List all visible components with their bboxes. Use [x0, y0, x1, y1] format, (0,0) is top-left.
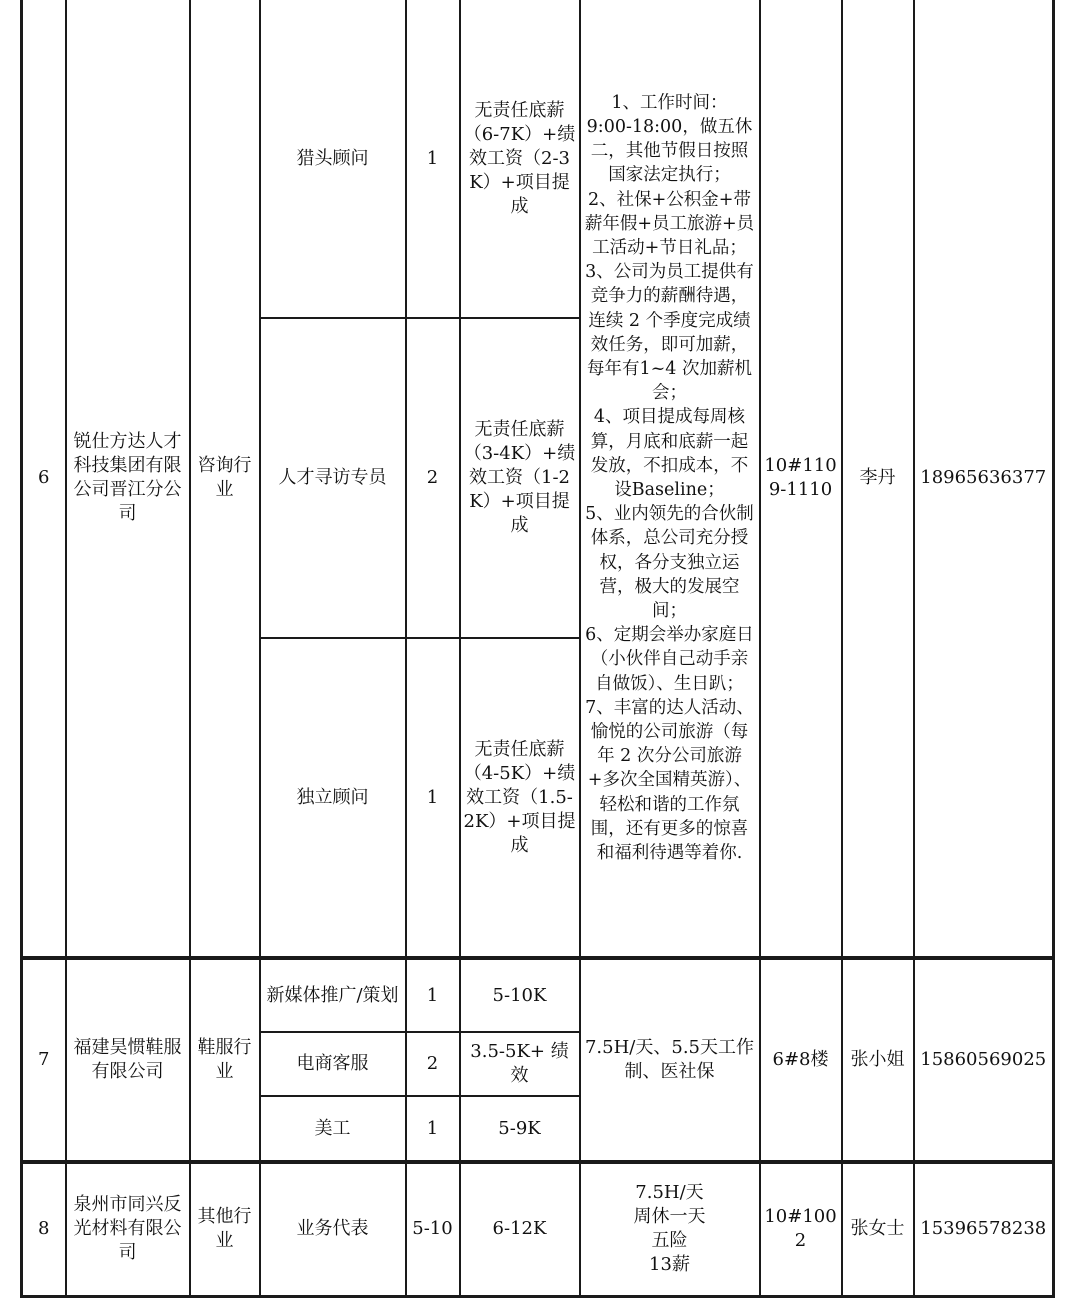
- job-listing-sheet: [20, 0, 1052, 1299]
- benefit-item: 4、项目提成每周核算，月底和底薪一起发放，不扣成本，不设Baseline；: [590, 407, 749, 500]
- position-count: 2: [406, 1032, 460, 1096]
- row-number: 7: [22, 958, 66, 1162]
- table-row: [22, 1162, 1054, 1296]
- row-number: 6: [22, 0, 66, 958]
- position-salary: 6-12K: [460, 1162, 580, 1296]
- location: 6#8楼: [760, 958, 842, 1162]
- position-salary: 3.5-5K+ 绩效: [460, 1032, 580, 1096]
- position-salary: 无责任底薪（3-4K）+绩效工资（1-2K）+项目提成: [460, 318, 580, 638]
- position-count: 1: [406, 1096, 460, 1162]
- position-title: 业务代表: [260, 1162, 406, 1296]
- location: 10#1109-1110: [760, 0, 842, 958]
- position-count: 1: [406, 0, 460, 318]
- contact-phone: 15396578238: [914, 1162, 1054, 1296]
- contact-person: 张小姐: [842, 958, 914, 1162]
- contact-phone: 18965636377: [914, 0, 1054, 958]
- industry: 其他行业: [190, 1162, 260, 1296]
- contact-person: 李丹: [842, 0, 914, 958]
- position-title: 新媒体推广/策划: [260, 958, 406, 1032]
- contact-phone: 15860569025: [914, 958, 1054, 1162]
- position-title: 电商客服: [260, 1032, 406, 1096]
- position-salary: 无责任底薪（4-5K）+绩效工资（1.5-2K）+项目提成: [460, 638, 580, 958]
- benefit-item: 3、公司为员工提供有竞争力的薪酬待遇，连续 2 个季度完成绩效任务，即可加薪，每年有1~4 次加薪机会；: [585, 262, 754, 404]
- table-row: [22, 0, 1054, 318]
- position-salary: 5-10K: [460, 958, 580, 1032]
- company-name: 泉州市同兴反光材料有限公司: [66, 1162, 190, 1296]
- contact-person: 张女士: [842, 1162, 914, 1296]
- position-title: 独立顾问: [260, 638, 406, 958]
- benefit-item: 1、工作时间：: [611, 92, 728, 113]
- benefit-item: 13薪: [649, 1254, 690, 1276]
- industry: 鞋服行业: [190, 958, 260, 1162]
- benefits-list: [580, 1162, 760, 1296]
- job-listing-table: [20, 0, 1055, 1298]
- position-title: 人才寻访专员: [260, 318, 406, 638]
- benefit-item: 5、业内领先的合伙制体系，总公司充分授权，各分支独立运营，极大的发展空间；: [585, 504, 754, 622]
- benefits-list: [580, 0, 760, 958]
- position-title: 美工: [260, 1096, 406, 1162]
- position-count: 5-10: [406, 1162, 460, 1296]
- table-row: [22, 958, 1054, 1032]
- row-number: 8: [22, 1162, 66, 1296]
- company-name: 福建昊惯鞋服有限公司: [66, 958, 190, 1162]
- location: 10#1002: [760, 1162, 842, 1296]
- benefit-item: 9:00-18:00，做五休二，其他节假日按照国家法定执行；: [586, 116, 753, 186]
- position-salary: 5-9K: [460, 1096, 580, 1162]
- industry: 咨询行业: [190, 0, 260, 958]
- position-count: 1: [406, 638, 460, 958]
- benefit-item: 2、社保+公积金+带薪年假+员工旅游+员工活动+节日礼品；: [584, 189, 755, 258]
- position-count: 1: [406, 958, 460, 1032]
- benefit-item: 五险: [651, 1230, 688, 1252]
- company-name: 锐仕方达人才科技集团有限公司晋江分公司: [66, 0, 190, 958]
- benefit-item: 6、定期会举办家庭日（小伙伴自己动手亲自做饭）、生日趴；: [585, 625, 754, 694]
- benefit-item: 7、丰富的达人活动、愉悦的公司旅游（每年 2 次分公司旅游+多次全国精英游）、轻松和谐的工作氛围，还有更多的惊喜和福利待遇等着你.: [585, 697, 754, 864]
- benefit-item: 周休一天: [633, 1206, 706, 1228]
- benefits: 7.5H/天、5.5天工作制、医社保: [580, 958, 760, 1162]
- position-salary: 无责任底薪（6-7K）+绩效工资（2-3K）+项目提成: [460, 0, 580, 318]
- benefit-item: 7.5H/天: [635, 1182, 704, 1204]
- position-title: 猎头顾问: [260, 0, 406, 318]
- position-count: 2: [406, 318, 460, 638]
